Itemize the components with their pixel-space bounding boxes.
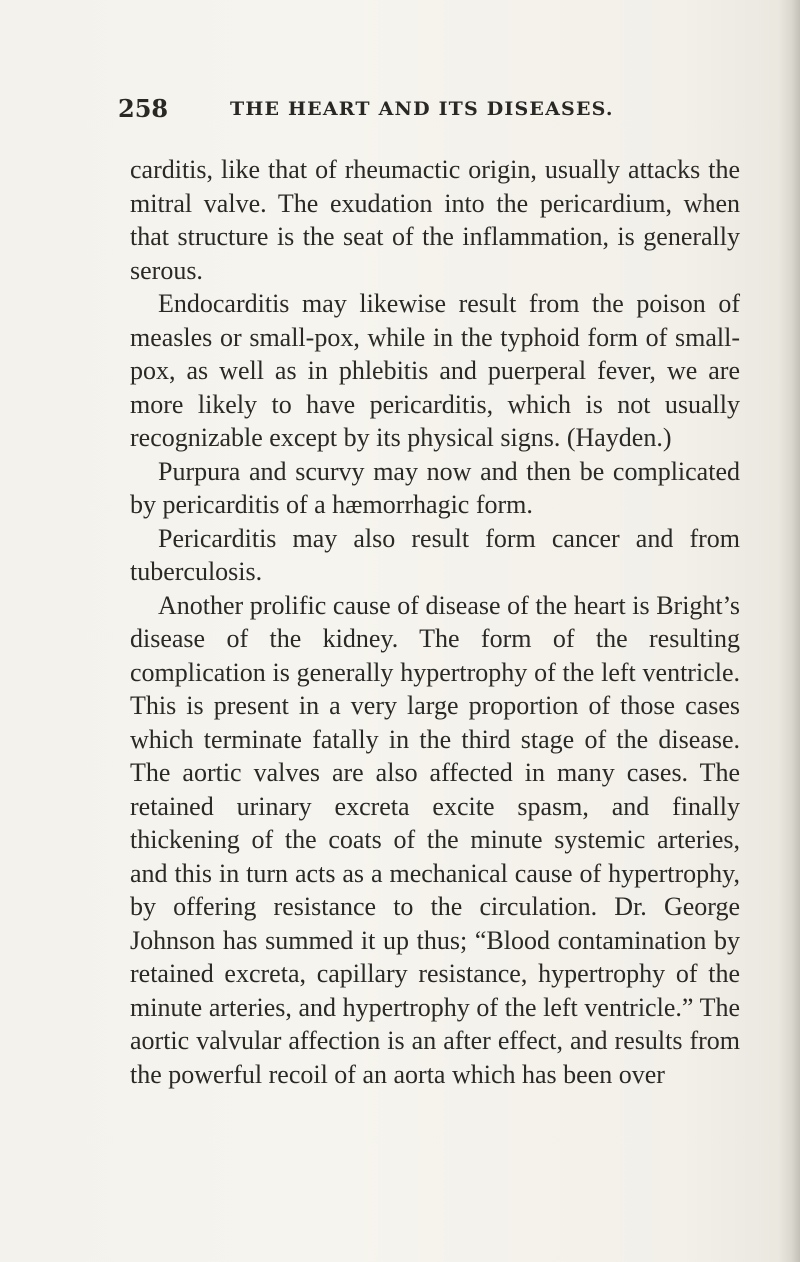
page-number: 258 (118, 94, 169, 123)
page-edge-shadow (778, 0, 800, 1262)
paragraph-continuation: carditis, like that of rheumactic origin, usually attacks the mitral valve. The exudation into the pericardium, when that structure is the seat of the inflammation, is generally serous. (130, 155, 740, 285)
paragraph-pericarditis: Pericarditis may also result form cancer and from tuberculosis. (130, 523, 740, 586)
paragraph-purpura: Purpura and scurvy may now and then be complicated by pericarditis of a hæmorrhagic form. (130, 456, 740, 519)
paragraph-endocarditis: Endocarditis may likewise result from the poison of measles or small-pox, while in the typhoid form of small-pox, as well as in phlebitis and puerperal fever, we are more likely to have pericarditis, which is not usually recognizable except by its physical signs. (Hayden.) (130, 289, 740, 452)
running-title: THE HEART AND ITS DISEASES. (230, 98, 614, 120)
body-text (130, 153, 740, 1091)
page-header (118, 94, 738, 124)
paragraph-brights-disease: Another prolific cause of disease of the heart is Bright’s disease of the kidney. The form of the resulting complication is generally hypertrophy of the left ventricle. This is present in a very large proportion of those cases which terminate fatally in the third stage of the disease. The aortic valves are also affected in many cases. The retained urinary excreta excite spasm, and finally thickening of the coats of the minute systemic arteries, and this in turn acts as a mechanical cause of hypertrophy, by offering resistance to the circulation. Dr. George Johnson has summed it up thus; “Blood contamination by retained excreta, capillary resistance, hypertrophy of the minute arteries, and hypertrophy of the left ventricle.” The aortic valvular affection is an after effect, and results from the powerful recoil of an aorta which has been over (130, 590, 740, 1089)
